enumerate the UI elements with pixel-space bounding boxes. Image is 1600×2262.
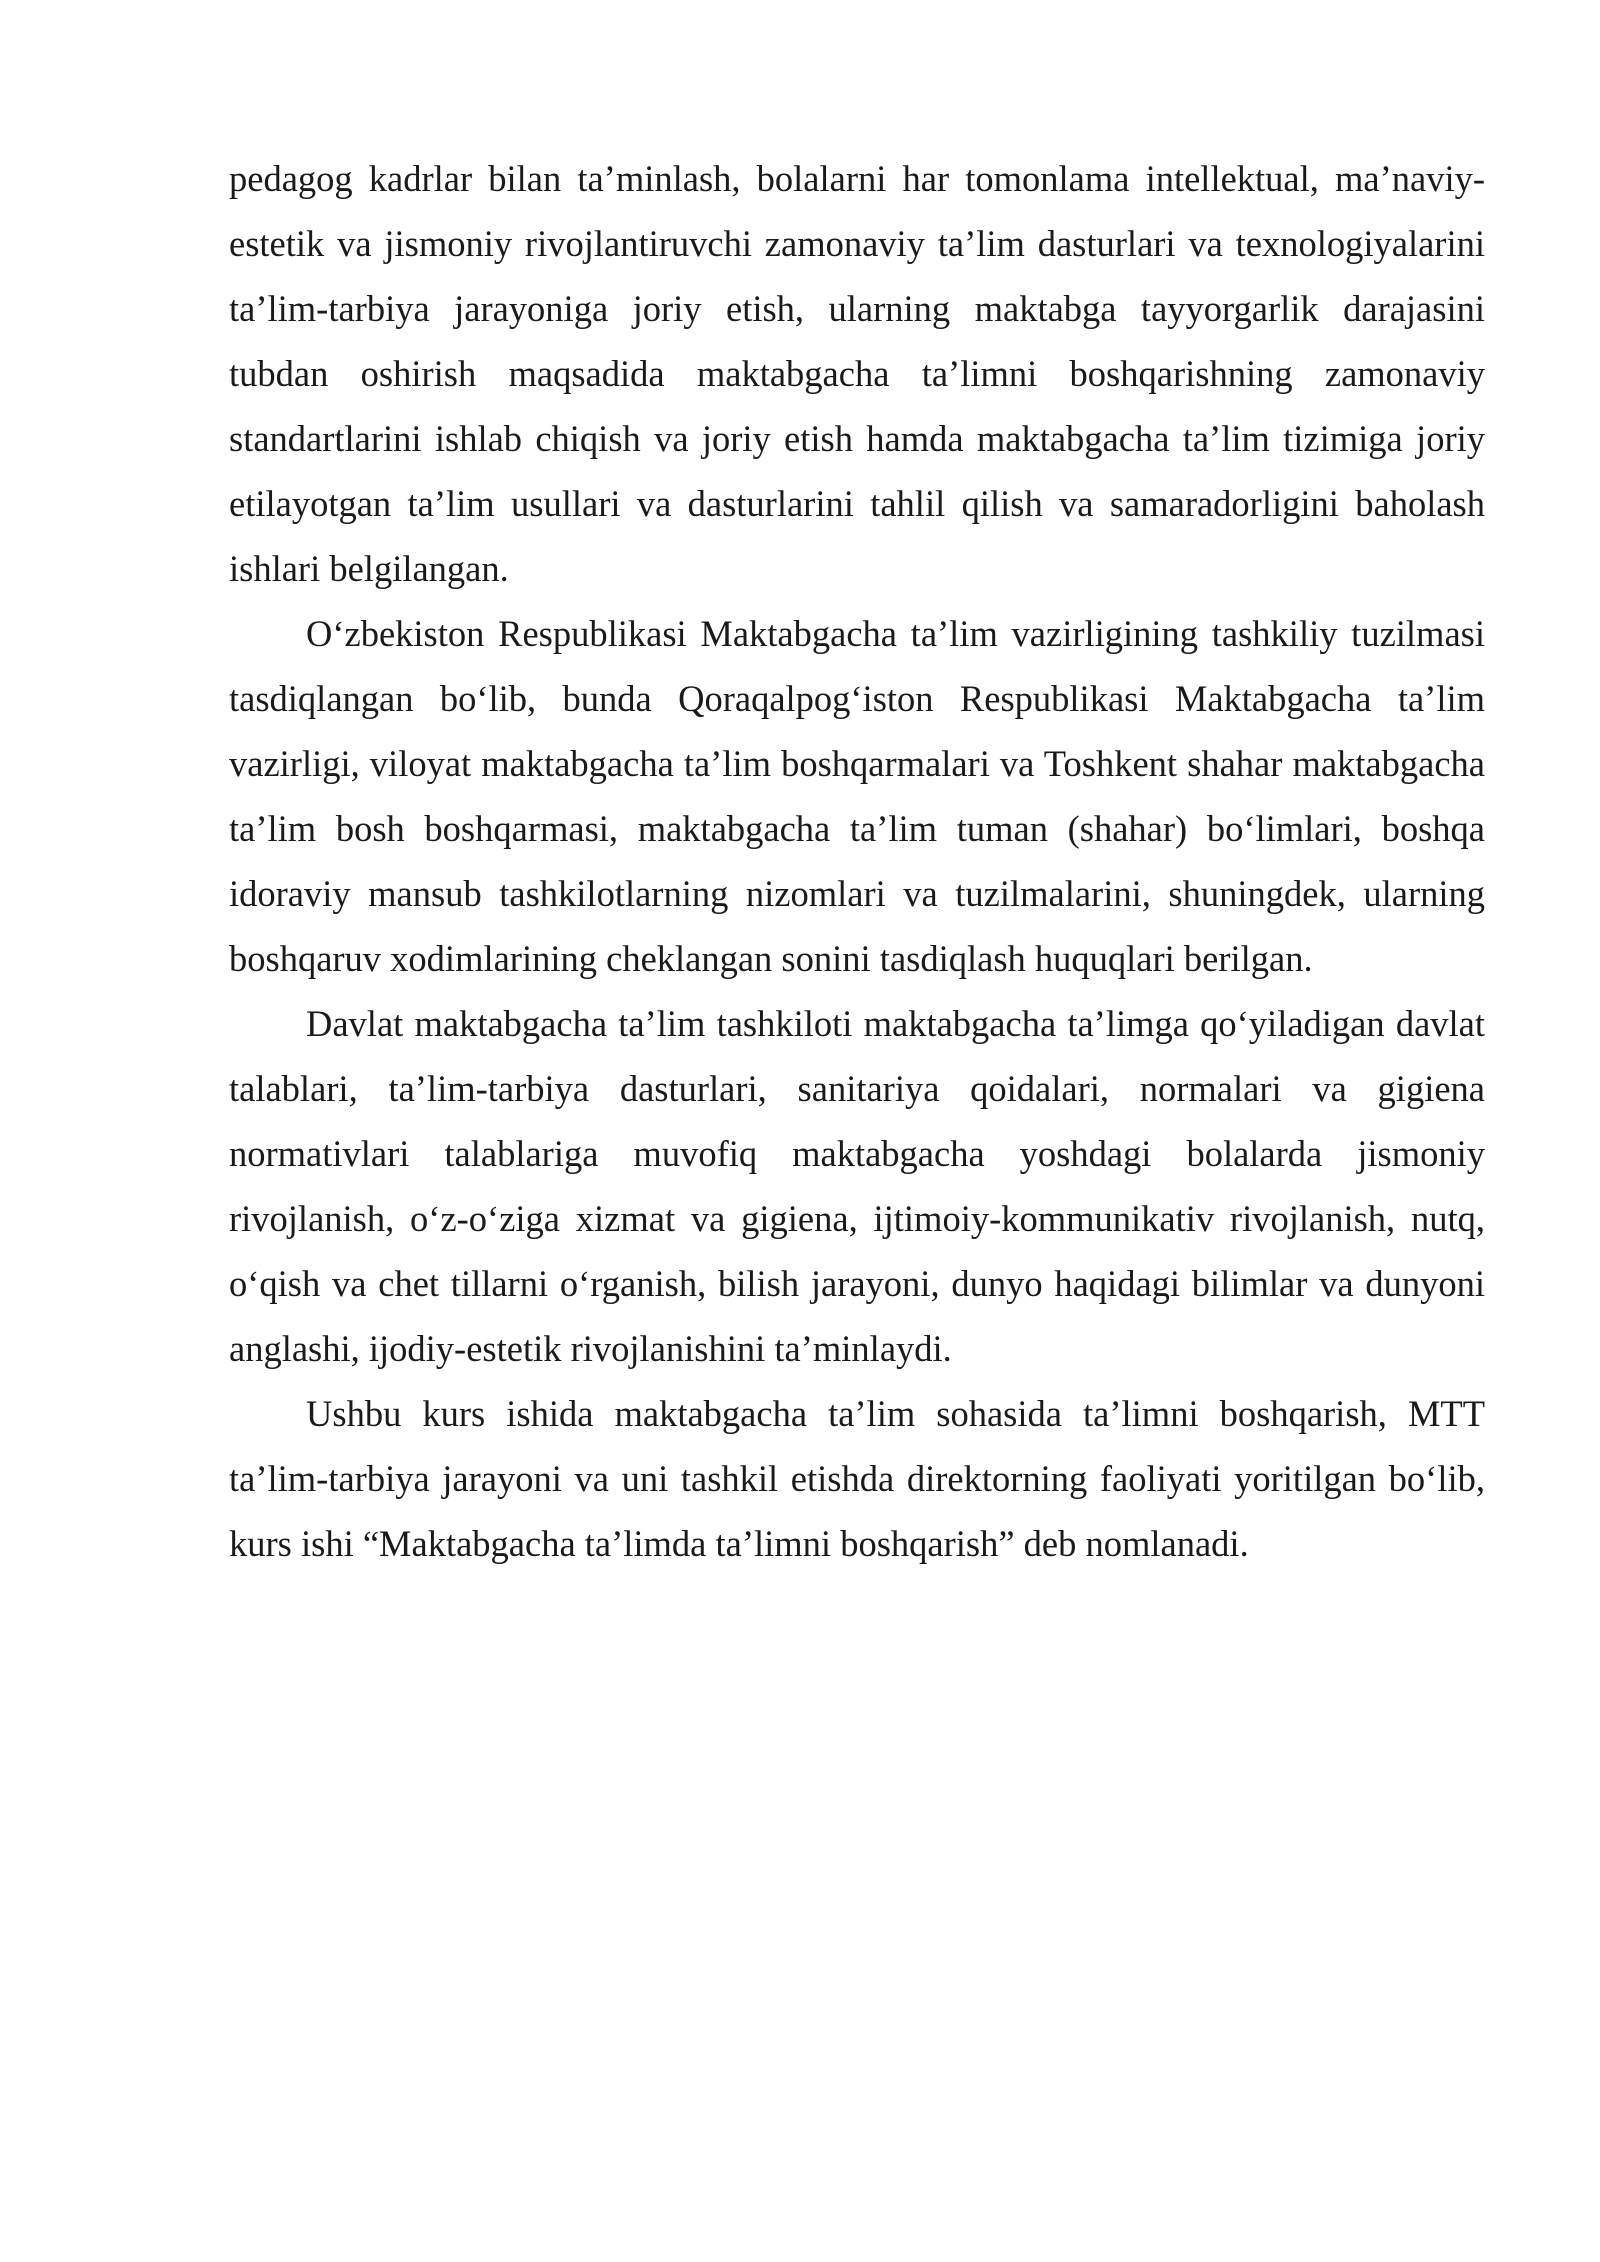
paragraph-continuation: pedagog kadrlar bilan ta’minlash, bolalarni har tomonlama intellektual, ma’naviy-estetik va jismoniy rivojlantiruvchi zamonaviy ta’lim dasturlari va texnologiyalarini ta’lim-tarbiya jarayoniga joriy etish, ularning maktabga tayyorgarlik darajasini tubdan oshirish maqsadida maktabgacha ta’limni boshqarishning zamonaviy standartlarini ishlab chiqish va joriy etish hamda maktabgacha ta’lim tizimiga joriy etilayotgan ta’lim usullari va dasturlarini tahlil qilish va samaradorligini baholash ishlari belgilangan. xyxy=(229,158,1485,589)
paragraph-ministry-structure: O‘zbekiston Respublikasi Maktabgacha ta’lim vazirligining tashkiliy tuzilmasi tasdiqlangan bo‘lib, bunda Qoraqalpog‘iston Respublikasi Maktabgacha ta’lim vazirligi, viloyat maktabgacha ta’lim boshqarmalari va Toshkent shahar maktabgacha ta’lim bosh boshqarmasi, maktabgacha ta’lim tuman (shahar) bo‘limlari, boshqa idoraviy mansub tashkilotlarning nizomlari va tuzilmalarini, shuningdek, ularning boshqaruv xodimlarining cheklangan sonini tasdiqlash huquqlari berilgan. xyxy=(229,613,1485,979)
body-text xyxy=(229,146,1485,1576)
paragraph-course-work: Ushbu kurs ishida maktabgacha ta’lim sohasida ta’limni boshqarish, MTT ta’lim-tarbiya jarayoni va uni tashkil etishda direktorning faoliyati yoritilgan bo‘lib, kurs ishi “Maktabgacha ta’limda ta’limni boshqarish” deb nomlanadi. xyxy=(229,1393,1485,1564)
paragraph-state-preschool: Davlat maktabgacha ta’lim tashkiloti maktabgacha ta’limga qo‘yiladigan davlat talablari, ta’lim-tarbiya dasturlari, sanitariya qoidalari, normalari va gigiena normativlari talablariga muvofiq maktabgacha yoshdagi bolalarda jismoniy rivojlanish, o‘z-o‘ziga xizmat va gigiena, ijtimoiy-kommunikativ rivojlanish, nutq, o‘qish va chet tillarni o‘rganish, bilish jarayoni, dunyo haqidagi bilimlar va dunyoni anglashi, ijodiy-estetik rivojlanishini ta’minlaydi. xyxy=(229,1003,1485,1369)
